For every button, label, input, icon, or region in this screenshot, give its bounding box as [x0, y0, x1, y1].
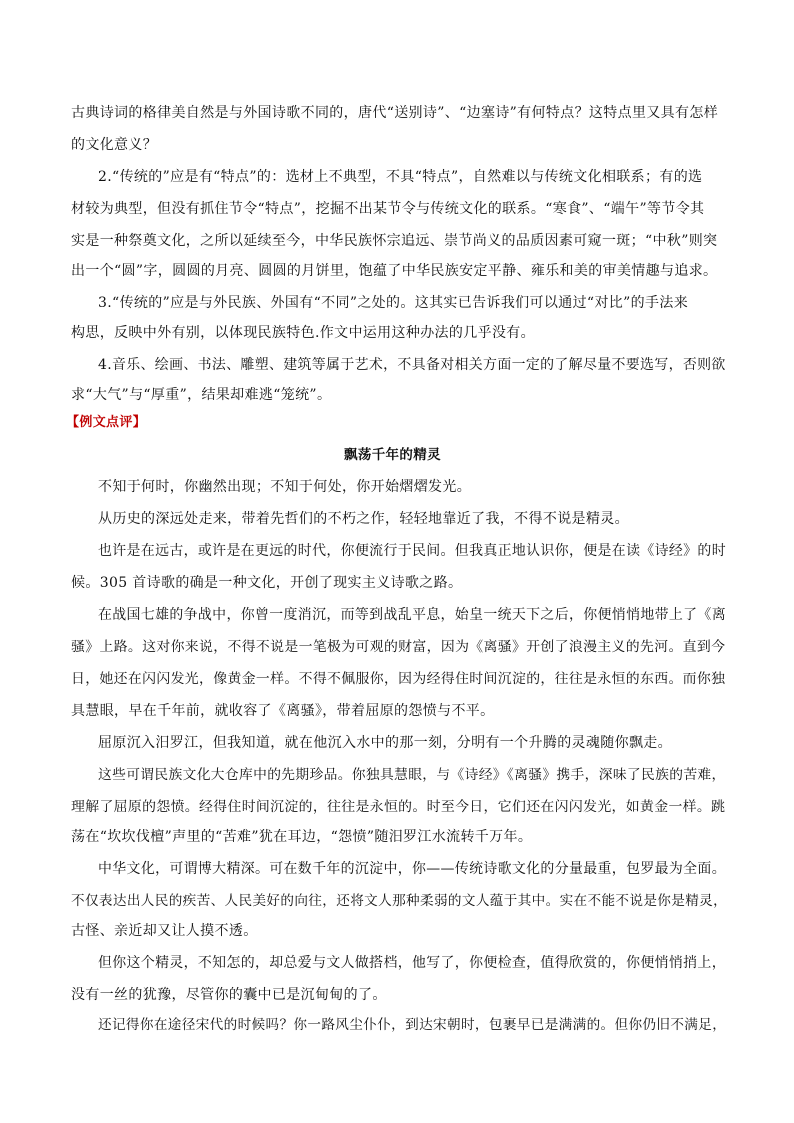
- essay-line: 候。305 首诗歌的确是一种文化，开创了现实主义诗歌之路。: [71, 575, 463, 591]
- essay-line: 在战国七雄的争战中，你曾一度消沉，而等到战乱平息，始皇一统天下之后，你便悄悄地带上了《离: [98, 607, 726, 623]
- essay-line: 这些可谓民族文化大仓库中的先期珍品。你独具慧眼，与《诗经》《离骚》携手，深味了民族的苦难，: [98, 767, 726, 783]
- essay-line: 但你这个精灵，不知怎的，却总爱与文人做搭档，他写了，你便检查，值得欣赏的，你便悄悄捎上，: [98, 955, 726, 971]
- essay-line: 不仅表达出人民的疾苦、人民美好的向往，还将文人那种柔弱的文人蕴于其中。实在不能不说是你是精灵，: [71, 893, 728, 909]
- essay-line: 没有一丝的犹豫，尽管你的囊中已是沉甸甸的了。: [71, 987, 387, 1003]
- essay-line: 理解了屈原的怨愤。经得住时间沉淀的，往往是永恒的。时至今日，它们还在闪闪发光，如黄金一样。跳: [71, 799, 726, 815]
- essay-line: 具慧眼，早在千年前，就收容了《离骚》，带着屈原的怨愤与不平。: [71, 703, 495, 719]
- essay-line: 日，她还在闪闪发光，像黄金一样。不得不佩服你，因为经得住时间沉淀的，往往是永恒的东西。而你独: [71, 671, 726, 687]
- section-heading: 【例文点评】: [66, 415, 147, 430]
- essay-line: 还记得你在途径宋代的时候吗？你一路风尘仆仆，到达宋朝时，包裹早已是满满的。但你仍旧不满足，: [98, 1017, 727, 1033]
- point-4-line-2: 求“大气”与“厚重”，结果却难逃“笼统”。: [71, 387, 332, 403]
- point-2-line-3: 实是一种祭奠文化，之所以延续至今，中华民族怀宗追远、崇节尚义的品质因素可窥一斑；“中秋”则突: [71, 233, 718, 249]
- point-2-line-4: 出一个“圆”字，圆圆的月亮、圆圆的月饼里，饱蕴了中华民族安定平静、雍乐和美的审美情趣与追求。: [71, 263, 718, 279]
- intro-line-1: 古典诗词的格律美自然是与外国诗歌不同的，唐代“送别诗”、“边塞诗”有何特点？这特点里又具有怎样: [71, 105, 719, 121]
- essay-title: 飘荡千年的精灵: [344, 447, 441, 463]
- point-2-line-2: 材较为典型，但没有抓住节令“特点”，挖掘不出某节令与传统文化的联系。“寒食”、“端午”等节令其: [71, 201, 705, 217]
- point-3-line-1: 3.“传统的”应是与外民族、外国有“不同”之处的。这其实已告诉我们可以通过“对比”的手法来: [98, 295, 689, 311]
- intro-line-2: 的文化意义？: [71, 137, 158, 153]
- essay-line: 骚》上路。这对你来说，不得不说是一笔极为可观的财富，因为《离骚》开创了浪漫主义的先河。直到今: [71, 639, 726, 655]
- essay-line: 从历史的深远处走来，带着先哲们的不朽之作，轻轻地靠近了我，不得不说是精灵。: [98, 511, 629, 527]
- essay-line: 古怪、亲近却又让人摸不透。: [71, 923, 258, 939]
- point-2-line-1: 2.“传统的”应是有“特点”的：选材上不典型，不具“特点”，自然难以与传统文化相联系；有的选: [98, 169, 703, 185]
- point-3-line-2: 构思，反映中外有别，以体现民族特色.作文中运用这种办法的几乎没有。: [71, 325, 535, 341]
- point-4-line-1: 4.音乐、绘画、书法、雕塑、建筑等属于艺术，不具备对相关方面一定的了解尽量不要选写，否则欲: [98, 357, 726, 373]
- essay-line: 中华文化，可谓博大精深。可在数千年的沉淀中，你——传统诗歌文化的分量最重，包罗最为全面。: [98, 861, 726, 877]
- essay-line: 屈原沉入汨罗江，但我知道，就在他沉入水中的那一刻，分明有一个升腾的灵魂随你飘走。: [98, 735, 672, 751]
- essay-line: 不知于何时，你幽然出现；不知于何处，你开始熠熠发光。: [98, 479, 472, 495]
- essay-line: 也许是在远古，或许是在更远的时代，你便流行于民间。但我真正地认识你，便是在读《诗经》的时: [98, 543, 726, 559]
- essay-line: 荡在“坎坎伐檀”声里的“苦难”犹在耳边，“怨愤”随汨罗江水流转千万年。: [71, 829, 533, 845]
